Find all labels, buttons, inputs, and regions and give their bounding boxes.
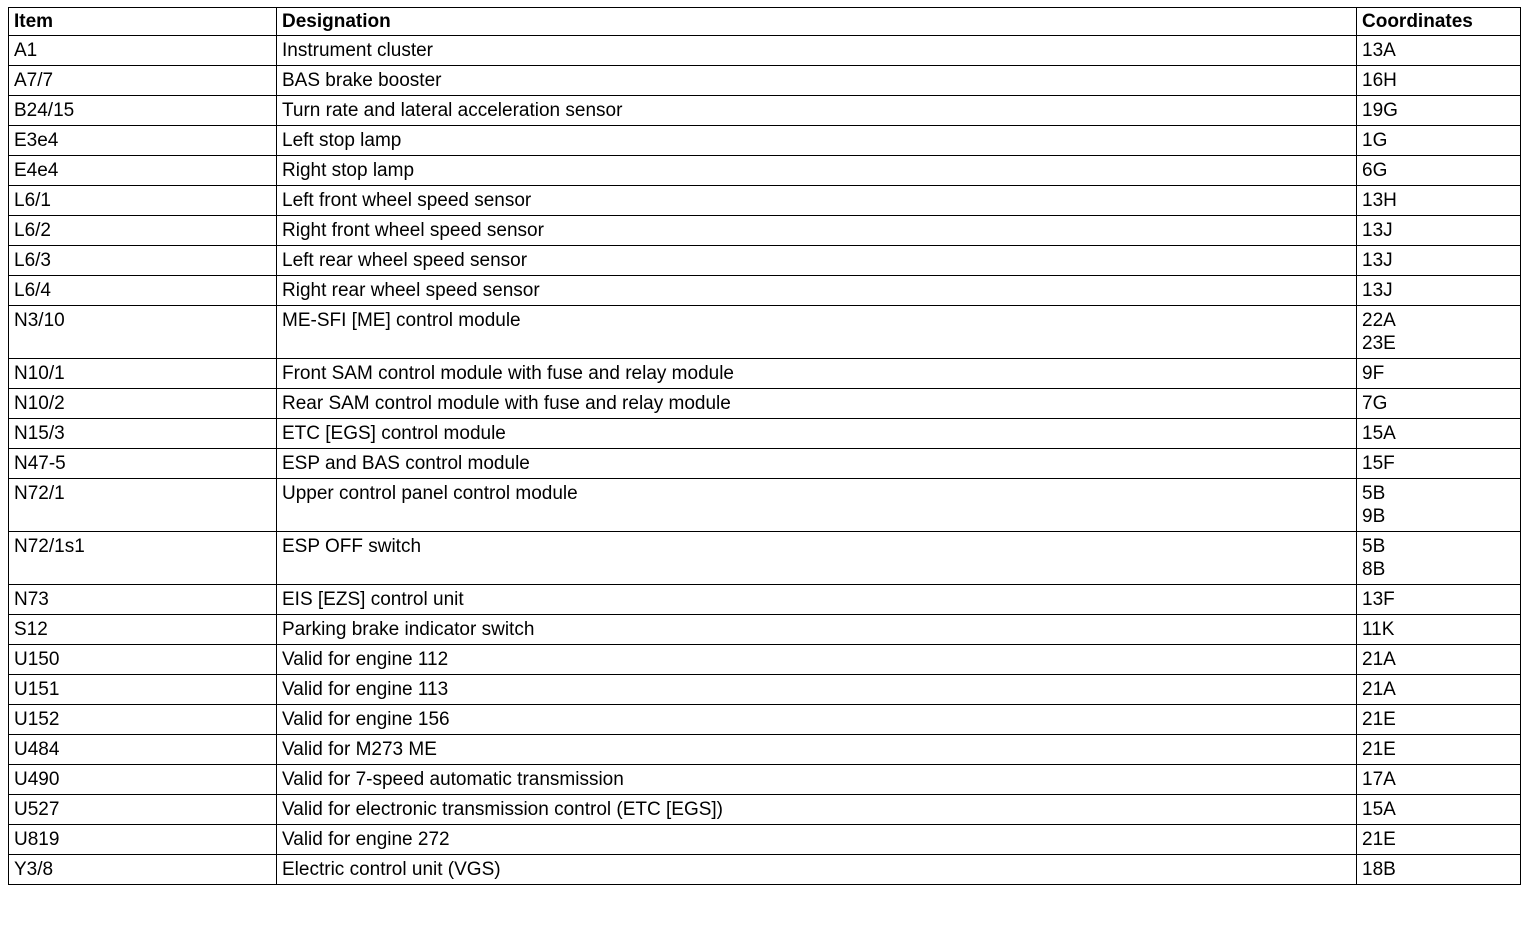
coordinates-cell — [1357, 36, 1521, 66]
table-row — [9, 449, 1521, 479]
item-cell: N10/1 — [9, 359, 277, 389]
coordinate-value: 21A — [1362, 649, 1396, 670]
designation-cell: Left rear wheel speed sensor — [277, 246, 1357, 276]
coordinates-cell — [1357, 735, 1521, 765]
coordinates-cell — [1357, 585, 1521, 615]
coordinate-value: 9B — [1362, 506, 1386, 527]
coordinate-value: 21A — [1362, 679, 1396, 700]
designation-cell: Right front wheel speed sensor — [277, 216, 1357, 246]
coordinates-cell — [1357, 615, 1521, 645]
designation-cell: Instrument cluster — [277, 36, 1357, 66]
coordinate-value: 13H — [1362, 190, 1397, 211]
coordinate-value: 1G — [1362, 130, 1388, 151]
item-cell: L6/3 — [9, 246, 277, 276]
column-header-item: Item — [9, 8, 277, 36]
item-cell: B24/15 — [9, 96, 277, 126]
table-row — [9, 246, 1521, 276]
coordinates-cell — [1357, 126, 1521, 156]
coordinate-value: 13J — [1362, 220, 1393, 241]
item-cell: U819 — [9, 825, 277, 855]
coordinate-value: 13J — [1362, 280, 1393, 301]
coordinates-cell — [1357, 156, 1521, 186]
coordinate-value: 21E — [1362, 709, 1396, 730]
item-cell: U150 — [9, 645, 277, 675]
table-row — [9, 765, 1521, 795]
item-cell: U490 — [9, 765, 277, 795]
coordinate-value: 5B — [1362, 483, 1386, 504]
table-row — [9, 36, 1521, 66]
item-cell: L6/4 — [9, 276, 277, 306]
designation-cell: Right rear wheel speed sensor — [277, 276, 1357, 306]
item-cell: U151 — [9, 675, 277, 705]
table-row — [9, 306, 1521, 359]
coordinates-cell — [1357, 276, 1521, 306]
table-row — [9, 96, 1521, 126]
coordinate-value: 9F — [1362, 363, 1385, 384]
designation-cell: Left stop lamp — [277, 126, 1357, 156]
coordinate-value: 22A — [1362, 310, 1396, 331]
table-row — [9, 276, 1521, 306]
item-cell: U484 — [9, 735, 277, 765]
table-row — [9, 735, 1521, 765]
table-header-row — [9, 8, 1521, 36]
coordinate-value: 21E — [1362, 739, 1396, 760]
coordinates-cell — [1357, 186, 1521, 216]
coordinate-value: 21E — [1362, 829, 1396, 850]
table-row — [9, 216, 1521, 246]
designation-cell: Electric control unit (VGS) — [277, 855, 1357, 885]
table-body — [9, 36, 1521, 885]
item-cell: Y3/8 — [9, 855, 277, 885]
item-cell: N72/1s1 — [9, 532, 277, 585]
table-row — [9, 186, 1521, 216]
coordinate-value: 8B — [1362, 559, 1386, 580]
coordinate-value: 17A — [1362, 769, 1396, 790]
coordinate-value: 13F — [1362, 589, 1395, 610]
designation-cell: ME-SFI [ME] control module — [277, 306, 1357, 359]
table-row — [9, 359, 1521, 389]
table-row — [9, 795, 1521, 825]
coordinates-cell — [1357, 479, 1521, 532]
column-header-designation: Designation — [277, 8, 1357, 36]
designation-cell: Valid for engine 113 — [277, 675, 1357, 705]
table-row — [9, 389, 1521, 419]
table-row — [9, 705, 1521, 735]
designation-cell: EIS [EZS] control unit — [277, 585, 1357, 615]
coordinates-cell — [1357, 825, 1521, 855]
coordinates-cell — [1357, 96, 1521, 126]
designation-cell: Rear SAM control module with fuse and relay module — [277, 389, 1357, 419]
coordinate-value: 13A — [1362, 40, 1396, 61]
designation-cell: Valid for electronic transmission control (ETC [EGS]) — [277, 795, 1357, 825]
coordinates-cell — [1357, 765, 1521, 795]
component-table — [8, 7, 1521, 885]
designation-cell: Valid for engine 112 — [277, 645, 1357, 675]
coordinates-cell — [1357, 359, 1521, 389]
item-cell: N3/10 — [9, 306, 277, 359]
coordinates-cell — [1357, 532, 1521, 585]
coordinates-cell — [1357, 645, 1521, 675]
table-row — [9, 66, 1521, 96]
coordinate-value: 7G — [1362, 393, 1388, 414]
column-header-coordinates: Coordinates — [1357, 8, 1521, 36]
table-row — [9, 825, 1521, 855]
table-row — [9, 855, 1521, 885]
coordinate-value: 5B — [1362, 536, 1386, 557]
designation-cell: Turn rate and lateral acceleration sensor — [277, 96, 1357, 126]
coordinate-value: 18B — [1362, 859, 1396, 880]
table-row — [9, 645, 1521, 675]
table-row — [9, 419, 1521, 449]
coordinates-cell — [1357, 306, 1521, 359]
table-row — [9, 126, 1521, 156]
coordinates-cell — [1357, 855, 1521, 885]
designation-cell: Valid for M273 ME — [277, 735, 1357, 765]
coordinate-value: 15A — [1362, 799, 1396, 820]
coordinates-cell — [1357, 419, 1521, 449]
item-cell: L6/2 — [9, 216, 277, 246]
table-row — [9, 675, 1521, 705]
designation-cell: Upper control panel control module — [277, 479, 1357, 532]
designation-cell: Valid for engine 272 — [277, 825, 1357, 855]
designation-cell: ESP and BAS control module — [277, 449, 1357, 479]
item-cell: E4e4 — [9, 156, 277, 186]
coordinates-cell — [1357, 675, 1521, 705]
designation-cell: ESP OFF switch — [277, 532, 1357, 585]
coordinates-cell — [1357, 449, 1521, 479]
coordinates-cell — [1357, 795, 1521, 825]
coordinates-cell — [1357, 705, 1521, 735]
item-cell: E3e4 — [9, 126, 277, 156]
item-cell: U152 — [9, 705, 277, 735]
coordinate-value: 19G — [1362, 100, 1398, 121]
designation-cell: Valid for 7-speed automatic transmission — [277, 765, 1357, 795]
item-cell: A7/7 — [9, 66, 277, 96]
table-row — [9, 156, 1521, 186]
coordinate-value: 13J — [1362, 250, 1393, 271]
item-cell: A1 — [9, 36, 277, 66]
item-cell: N15/3 — [9, 419, 277, 449]
table-row — [9, 585, 1521, 615]
designation-cell: Parking brake indicator switch — [277, 615, 1357, 645]
coordinate-value: 6G — [1362, 160, 1388, 181]
designation-cell: Valid for engine 156 — [277, 705, 1357, 735]
designation-cell: ETC [EGS] control module — [277, 419, 1357, 449]
coordinate-value: 16H — [1362, 70, 1397, 91]
item-cell: S12 — [9, 615, 277, 645]
item-cell: L6/1 — [9, 186, 277, 216]
item-cell: N72/1 — [9, 479, 277, 532]
designation-cell: Right stop lamp — [277, 156, 1357, 186]
item-cell: N47-5 — [9, 449, 277, 479]
coordinates-cell — [1357, 389, 1521, 419]
item-cell: U527 — [9, 795, 277, 825]
coordinates-cell — [1357, 246, 1521, 276]
coordinates-cell — [1357, 66, 1521, 96]
table-row — [9, 615, 1521, 645]
coordinate-value: 15A — [1362, 423, 1396, 444]
item-cell: N10/2 — [9, 389, 277, 419]
coordinate-value: 15F — [1362, 453, 1395, 474]
coordinates-cell — [1357, 216, 1521, 246]
designation-cell: BAS brake booster — [277, 66, 1357, 96]
item-cell: N73 — [9, 585, 277, 615]
table-row — [9, 479, 1521, 532]
table-row — [9, 532, 1521, 585]
coordinate-value: 23E — [1362, 333, 1396, 354]
designation-cell: Left front wheel speed sensor — [277, 186, 1357, 216]
coordinate-value: 11K — [1362, 619, 1395, 640]
designation-cell: Front SAM control module with fuse and relay module — [277, 359, 1357, 389]
